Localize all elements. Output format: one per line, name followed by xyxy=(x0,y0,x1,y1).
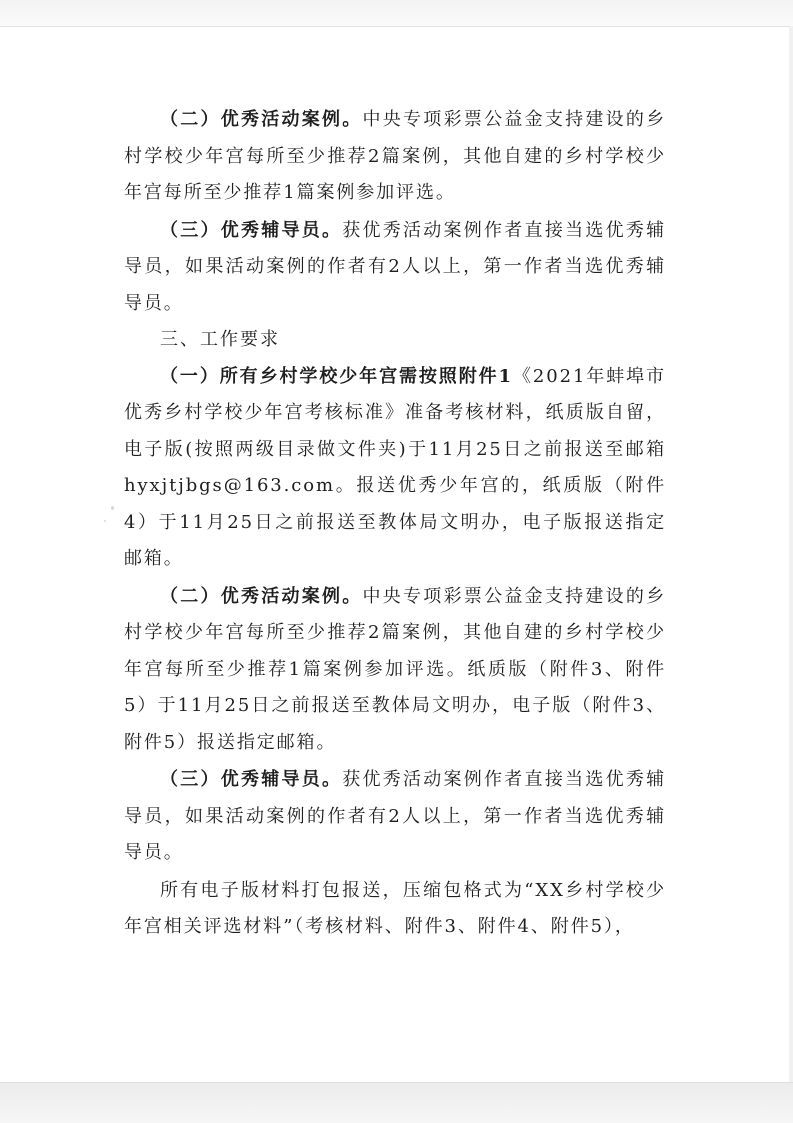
paragraph-text: 中央专项彩票公益金支持建设的乡村学校少年宫每所至少推荐2篇案例，其他自建的乡村学校少年宫每所至少推荐1篇案例参加评选。纸质版（附件3、附件5）于11月25日之前报送至教体局文明办，电子版（附件3、附件5）报送指定邮箱。 xyxy=(124,585,667,753)
scan-speck xyxy=(111,506,114,510)
closing-paragraph: 所有电子版材料打包报送，压缩包格式为“XX乡村学校少年宫相关评选材料”（考核材料、附件3、附件4、附件5）， xyxy=(124,879,666,937)
scan-top-edge xyxy=(0,0,793,27)
paragraph-lead: （二）优秀活动案例。 xyxy=(160,585,363,607)
paragraph-lead: （三）优秀辅导员。 xyxy=(160,769,343,790)
requirement-item-1 xyxy=(124,359,666,578)
paragraph-excellent-tutors xyxy=(124,213,666,323)
paragraph-text: 《2021年蚌埠市优秀乡村学校少年宫考核标准》准备考核材料，纸质版自留，电子版(按照两级目录做文件夹)于11月25日之前报送至邮箱hyxjtjbgs@163.com。报送优秀少年宫的，纸质版（附件4）于11月25日之前报送至教体局文明办，电子版报送指定邮箱。 xyxy=(124,365,666,569)
section-heading: 三、工作要求 xyxy=(160,329,280,350)
paragraph-text: 获优秀活动案例作者直接当选优秀辅导员，如果活动案例的作者有2人以上，第一作者当选优秀辅导员。 xyxy=(124,769,666,863)
scan-bottom-edge xyxy=(0,1082,793,1123)
paragraph-lead: （二）优秀活动案例。 xyxy=(160,109,363,130)
paragraph-excellent-cases xyxy=(124,102,666,212)
requirement-item-2 xyxy=(124,579,666,762)
document-body xyxy=(124,102,666,946)
scan-right-edge xyxy=(789,26,793,1082)
paragraph-lead: （三）优秀辅导员。 xyxy=(160,219,343,241)
paragraph-text: 获优秀活动案例作者直接当选优秀辅导员，如果活动案例的作者有2人以上，第一作者当选优秀辅导员。 xyxy=(124,219,666,314)
scan-speck xyxy=(104,520,106,522)
requirement-item-3 xyxy=(124,762,666,872)
paragraph-text: 中央专项彩票公益金支持建设的乡村学校少年宫每所至少推荐2篇案例，其他自建的乡村学校少年宫每所至少推荐1篇案例参加评选。 xyxy=(124,109,667,203)
paragraph-lead: （一）所有乡村学校少年宫需按照附件1 xyxy=(160,365,513,387)
